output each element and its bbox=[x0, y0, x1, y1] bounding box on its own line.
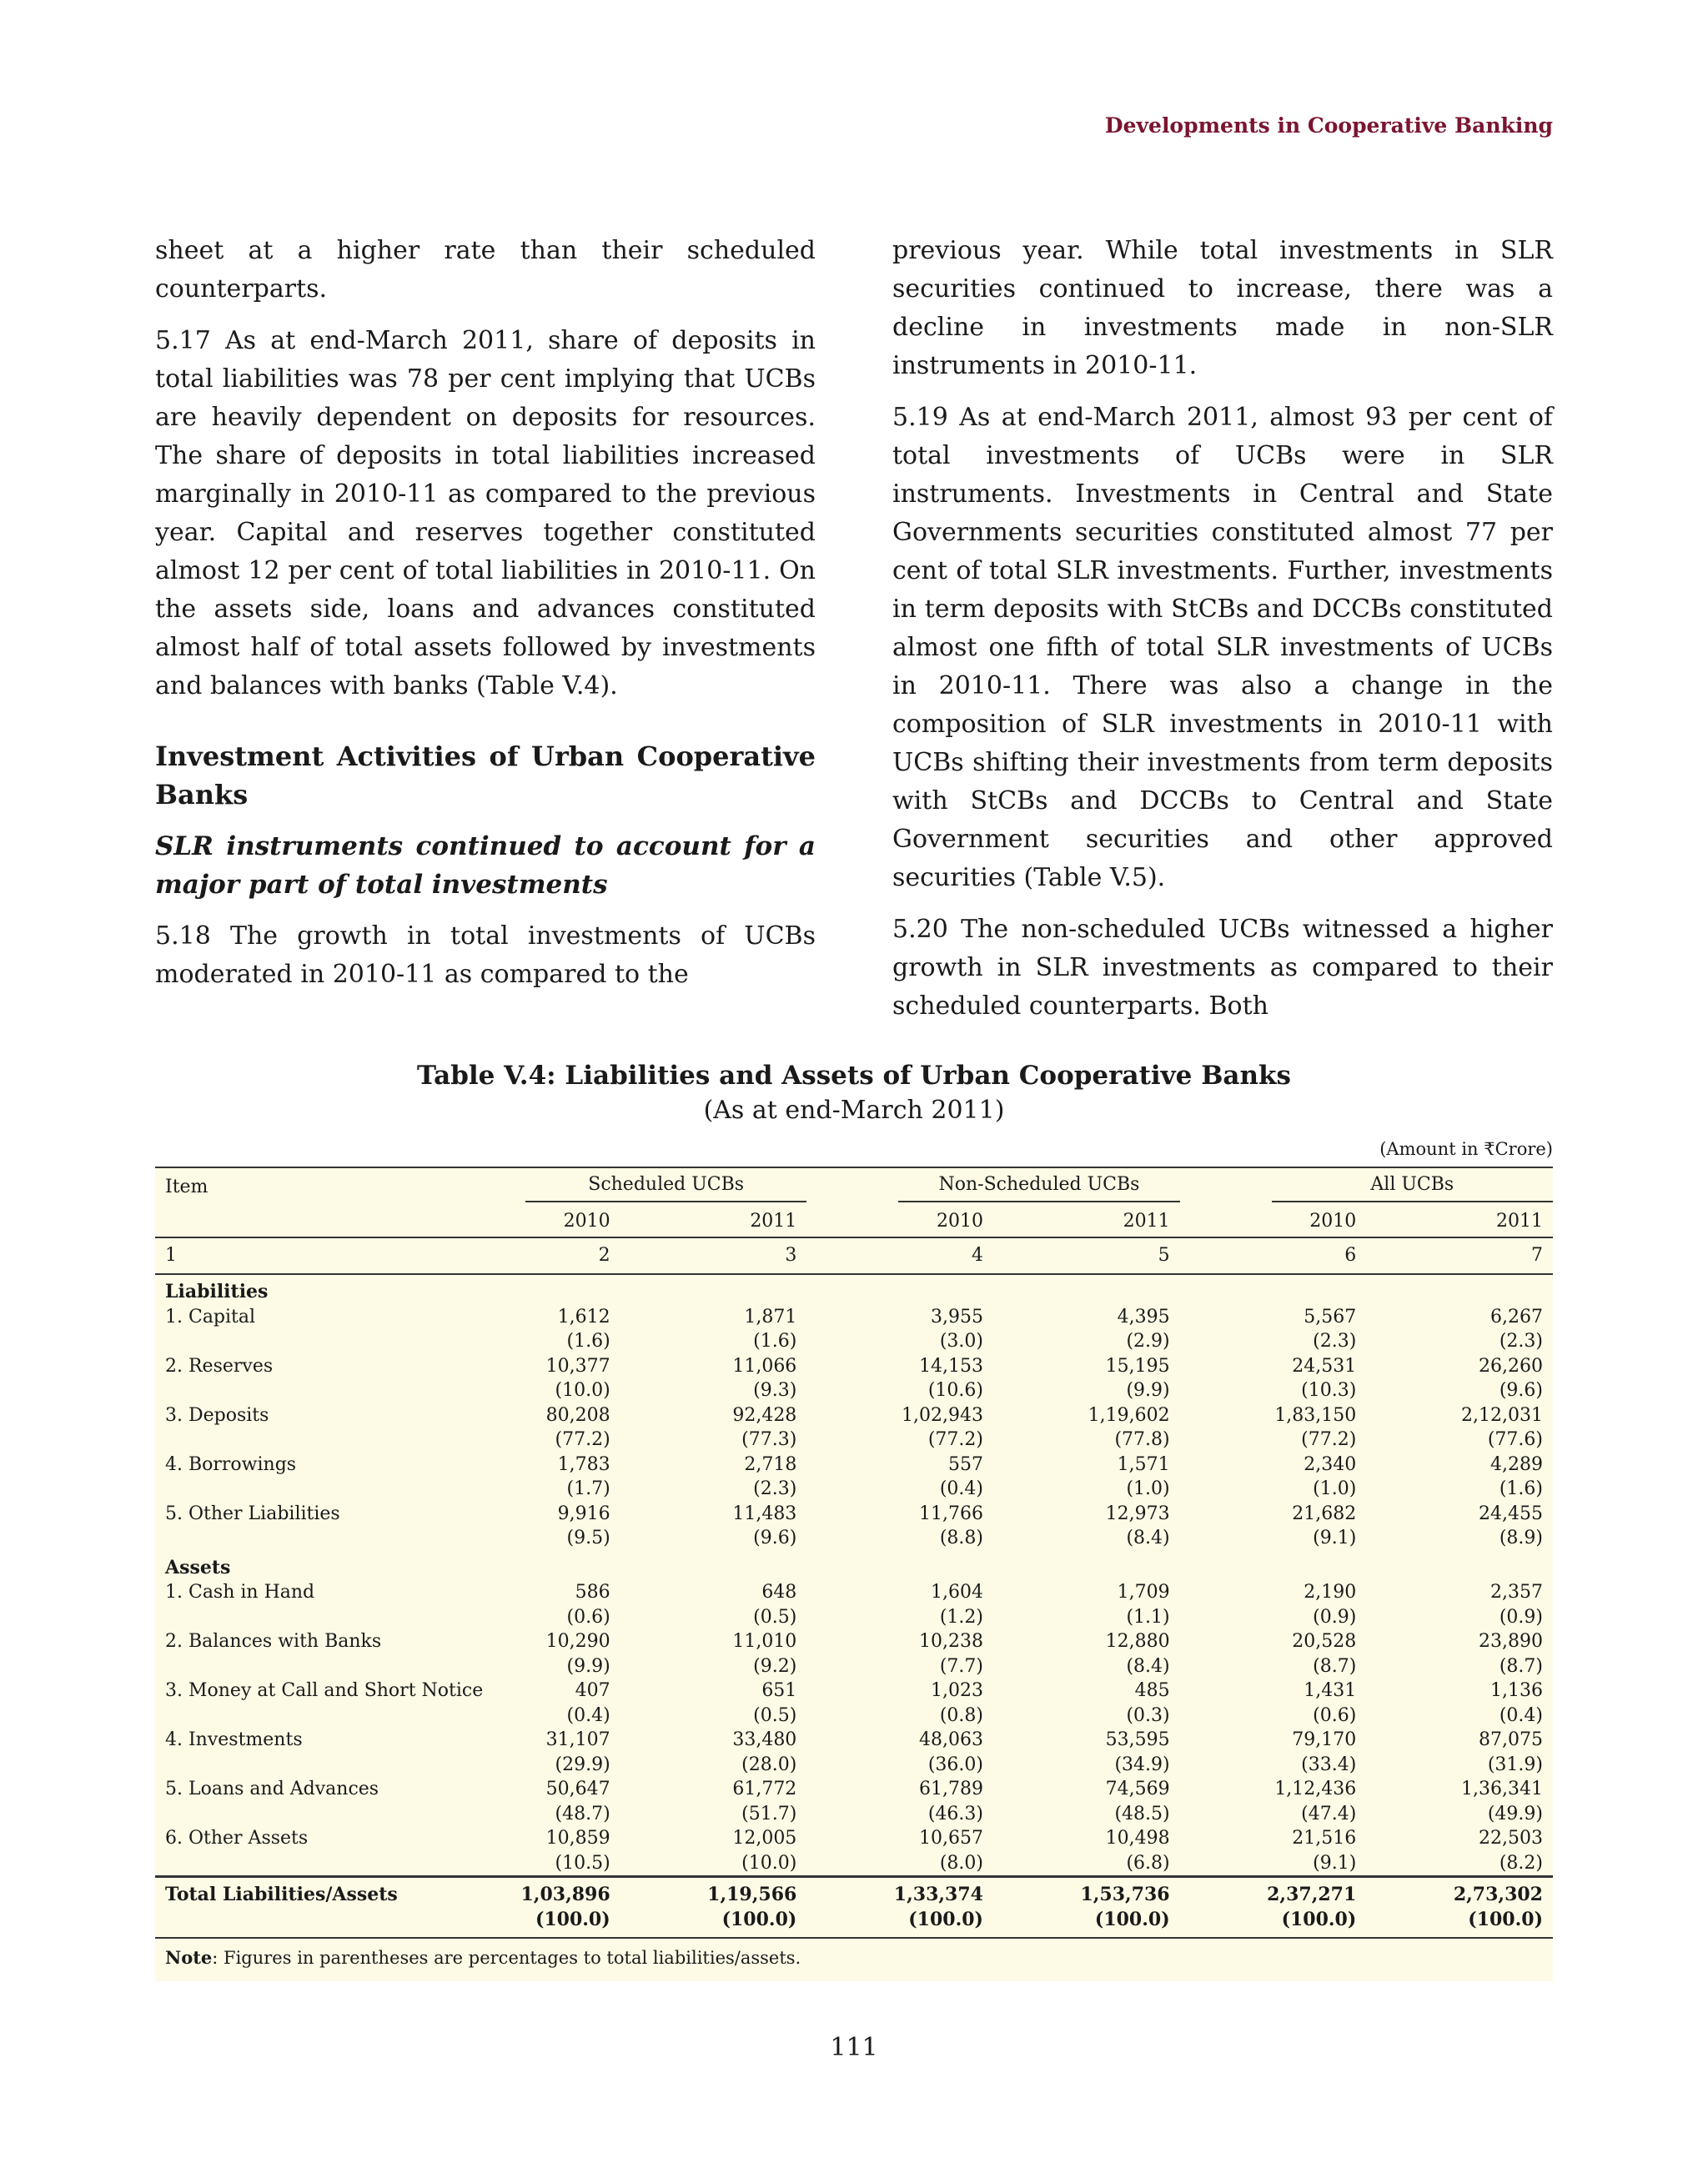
percent-cell: (9.1) bbox=[1313, 1528, 1357, 1548]
total-row-percent bbox=[155, 1908, 1553, 1939]
value-cell: 24,531 bbox=[1292, 1355, 1357, 1377]
percent-cell: (0.6) bbox=[1313, 1704, 1357, 1726]
row-label: Total Liabilities/Assets bbox=[155, 1877, 434, 1908]
value-cell: 10,657 bbox=[918, 1828, 983, 1849]
section-row bbox=[155, 1274, 1553, 1305]
percent-cell: (1.0) bbox=[1126, 1478, 1170, 1499]
column-number: 1 bbox=[165, 1245, 177, 1267]
value-cell: 12,973 bbox=[1105, 1503, 1170, 1524]
value-cell: 10,377 bbox=[545, 1355, 610, 1377]
percent-cell: (10.5) bbox=[555, 1852, 610, 1874]
value-cell: 12,880 bbox=[1105, 1631, 1170, 1652]
percent-cell: (2.3) bbox=[1313, 1331, 1357, 1352]
percent-cell: (10.3) bbox=[1301, 1380, 1357, 1401]
value-cell: 11,066 bbox=[732, 1355, 797, 1377]
paragraph-5-20: 5.20 The non-scheduled UCBs witnessed a higher growth in SLR investments as compared to their scheduled counterparts. Both bbox=[892, 915, 1553, 1021]
table-row bbox=[155, 1305, 1553, 1330]
paragraph: previous year. While total investments in SLR securities continued to increase, there was a decline in investments made in non-SLR instruments in 2010-11. bbox=[892, 236, 1553, 380]
percent-cell: (1.1) bbox=[1126, 1606, 1170, 1628]
table-row-percent bbox=[155, 1654, 1553, 1679]
percent-cell: (0.3) bbox=[1126, 1704, 1170, 1726]
value-cell: 10,238 bbox=[918, 1631, 983, 1652]
value-cell: 61,789 bbox=[918, 1779, 983, 1799]
column-number: 7 bbox=[1531, 1245, 1543, 1267]
percent-cell: (9.6) bbox=[753, 1528, 797, 1548]
percent-cell: (8.0) bbox=[939, 1852, 983, 1874]
value-cell: 12,005 bbox=[732, 1828, 797, 1849]
percent-cell: (1.7) bbox=[566, 1478, 610, 1499]
value-cell: 2,718 bbox=[744, 1453, 797, 1475]
value-cell: 2,12,031 bbox=[1461, 1404, 1543, 1426]
percent-cell: (1.6) bbox=[1499, 1478, 1543, 1499]
percent-cell: (100.0) bbox=[434, 1908, 620, 1939]
percent-cell: (0.4) bbox=[939, 1478, 983, 1499]
percent-cell: (10.0) bbox=[555, 1380, 610, 1401]
item-header: Item bbox=[155, 1167, 434, 1207]
table-row bbox=[155, 1777, 1553, 1802]
blank-cell bbox=[155, 1428, 434, 1453]
blank-cell bbox=[155, 1908, 434, 1939]
percent-cell: (77.6) bbox=[1487, 1429, 1543, 1450]
value-cell: 1,023 bbox=[930, 1680, 983, 1701]
blank-cell bbox=[155, 1605, 434, 1630]
value-cell: 485 bbox=[1134, 1680, 1170, 1701]
blank-cell bbox=[155, 1802, 434, 1827]
row-label: 4. Investments bbox=[165, 1729, 303, 1750]
year-header: 2011 bbox=[1496, 1211, 1543, 1232]
percent-cell: (0.9) bbox=[1499, 1606, 1543, 1628]
percent-cell: (0.6) bbox=[566, 1606, 610, 1628]
year-header: 2010 bbox=[936, 1211, 983, 1232]
blank-cell bbox=[155, 1378, 434, 1403]
percent-cell: (0.5) bbox=[753, 1606, 797, 1628]
row-label: 5. Loans and Advances bbox=[165, 1779, 379, 1799]
value-cell: 4,289 bbox=[1490, 1453, 1543, 1475]
value-cell: 79,170 bbox=[1292, 1729, 1357, 1750]
value-cell: 11,766 bbox=[918, 1503, 983, 1524]
value-cell: 6,267 bbox=[1490, 1306, 1543, 1327]
value-cell: 5,567 bbox=[1304, 1306, 1357, 1327]
table-title: Table V.4: Liabilities and Assets of Urban Cooperative Banks bbox=[417, 1061, 1291, 1091]
table-row-percent bbox=[155, 1428, 1553, 1453]
value-cell: 1,53,736 bbox=[993, 1877, 1180, 1908]
value-cell: 87,075 bbox=[1479, 1729, 1543, 1750]
percent-cell: (9.5) bbox=[566, 1528, 610, 1548]
value-cell: 15,195 bbox=[1105, 1355, 1170, 1377]
group-header-scheduled: Scheduled UCBs bbox=[434, 1167, 806, 1207]
percent-cell: (100.0) bbox=[993, 1908, 1180, 1939]
percent-cell: (77.2) bbox=[927, 1429, 983, 1450]
percent-cell: (49.9) bbox=[1487, 1803, 1543, 1824]
value-cell: 21,516 bbox=[1292, 1828, 1357, 1849]
percent-cell: (2.3) bbox=[1499, 1331, 1543, 1352]
value-cell: 1,871 bbox=[744, 1306, 797, 1327]
value-cell: 407 bbox=[575, 1680, 610, 1701]
value-cell: 11,483 bbox=[732, 1503, 797, 1524]
table-row-percent bbox=[155, 1605, 1553, 1630]
table-note bbox=[155, 1939, 1553, 1981]
table-row bbox=[155, 1629, 1553, 1654]
paragraph-5-18: 5.18 The growth in total investments of UCBs moderated in 2010-11 as compared to the bbox=[155, 921, 816, 989]
value-cell: 1,136 bbox=[1490, 1680, 1543, 1701]
row-label: 6. Other Assets bbox=[165, 1828, 309, 1849]
percent-cell: (100.0) bbox=[1366, 1908, 1553, 1939]
percent-cell: (47.4) bbox=[1301, 1803, 1357, 1824]
percent-cell: (0.4) bbox=[566, 1704, 610, 1726]
blank-cell bbox=[155, 1753, 434, 1778]
percent-cell: (77.2) bbox=[555, 1429, 610, 1450]
blank-cell bbox=[155, 1704, 434, 1729]
percent-cell: (9.1) bbox=[1313, 1852, 1357, 1874]
value-cell: 20,528 bbox=[1292, 1631, 1357, 1652]
table-row-percent bbox=[155, 1851, 1553, 1877]
value-cell: 651 bbox=[761, 1680, 797, 1701]
percent-cell: (36.0) bbox=[927, 1754, 983, 1775]
row-label: 3. Money at Call and Short Notice bbox=[165, 1680, 484, 1701]
value-cell: 2,73,302 bbox=[1366, 1877, 1553, 1908]
value-cell: 10,290 bbox=[545, 1631, 610, 1652]
value-cell: 1,12,436 bbox=[1274, 1779, 1357, 1799]
value-cell: 1,604 bbox=[930, 1582, 983, 1603]
column-number: 2 bbox=[598, 1245, 610, 1267]
value-cell: 1,03,896 bbox=[434, 1877, 620, 1908]
percent-cell: (9.9) bbox=[566, 1655, 610, 1677]
percent-cell: (1.2) bbox=[939, 1606, 983, 1628]
section-subheading: SLR instruments continued to account for a major part of total investments bbox=[155, 831, 816, 900]
percent-cell: (100.0) bbox=[620, 1908, 807, 1939]
percent-cell: (10.0) bbox=[741, 1852, 797, 1874]
value-cell: 1,33,374 bbox=[806, 1877, 993, 1908]
running-head: Developments in Cooperative Banking bbox=[1104, 113, 1553, 138]
value-cell: 1,83,150 bbox=[1274, 1404, 1357, 1426]
value-cell: 1,19,566 bbox=[620, 1877, 807, 1908]
value-cell: 21,682 bbox=[1292, 1503, 1357, 1524]
value-cell: 92,428 bbox=[732, 1404, 797, 1426]
percent-cell: (0.5) bbox=[753, 1704, 797, 1726]
percent-cell: (48.5) bbox=[1114, 1803, 1170, 1824]
column-number: 5 bbox=[1158, 1245, 1170, 1267]
percent-cell: (77.8) bbox=[1114, 1429, 1170, 1450]
table-row-percent bbox=[155, 1477, 1553, 1502]
percent-cell: (10.6) bbox=[927, 1380, 983, 1401]
percent-cell: (29.9) bbox=[555, 1754, 610, 1775]
value-cell: 1,19,602 bbox=[1088, 1404, 1170, 1426]
blank-cell bbox=[155, 1329, 434, 1354]
row-label: 1. Capital bbox=[165, 1306, 256, 1327]
value-cell: 24,455 bbox=[1479, 1503, 1543, 1524]
percent-cell: (9.2) bbox=[753, 1655, 797, 1677]
paragraph: sheet at a higher rate than their scheduled counterparts. bbox=[155, 236, 816, 304]
table-row-percent bbox=[155, 1329, 1553, 1354]
percent-cell: (8.9) bbox=[1499, 1528, 1543, 1548]
value-cell: 50,647 bbox=[545, 1779, 610, 1799]
blank-cell bbox=[155, 1526, 434, 1551]
percent-cell: (33.4) bbox=[1301, 1754, 1357, 1775]
percent-cell: (8.4) bbox=[1126, 1528, 1170, 1548]
value-cell: 3,955 bbox=[930, 1306, 983, 1327]
year-header: 2010 bbox=[563, 1211, 610, 1232]
row-label: 4. Borrowings bbox=[165, 1453, 297, 1475]
blank-cell bbox=[155, 1477, 434, 1502]
value-cell: 1,783 bbox=[557, 1453, 610, 1475]
table-row bbox=[155, 1826, 1553, 1851]
row-label: 5. Other Liabilities bbox=[165, 1503, 340, 1524]
section-label: Assets bbox=[165, 1556, 231, 1578]
value-cell: 1,612 bbox=[557, 1306, 610, 1327]
percent-cell: (0.9) bbox=[1313, 1606, 1357, 1628]
value-cell: 61,772 bbox=[732, 1779, 797, 1799]
percent-cell: (9.3) bbox=[753, 1380, 797, 1401]
liabilities-assets-table bbox=[155, 1167, 1553, 1981]
percent-cell: (1.6) bbox=[753, 1331, 797, 1352]
row-label: 3. Deposits bbox=[165, 1404, 269, 1426]
paragraph-5-19: 5.19 As at end-March 2011, almost 93 per cent of total investments of UCBs were in SLR instruments. Investments in Central and State Governments securities constituted almost 77 per cent of total SLR investments. Further, investments in term deposits with StCBs and DCCBs constituted almost one fifth of total SLR investments of UCBs in 2010-11. There was also a change in the composition of SLR investments in 2010-11 with UCBs shifting their investments from term deposits with StCBs and DCCBs to Central and State Government securities and other approved securities (Table V.5). bbox=[892, 403, 1553, 892]
page-number: 111 bbox=[830, 2033, 878, 2062]
table-row-percent bbox=[155, 1753, 1553, 1778]
value-cell: 586 bbox=[575, 1582, 610, 1603]
table-row bbox=[155, 1354, 1553, 1379]
value-cell: 26,260 bbox=[1479, 1355, 1543, 1377]
table-row bbox=[155, 1403, 1553, 1428]
value-cell: 2,37,271 bbox=[1180, 1877, 1367, 1908]
percent-cell: (100.0) bbox=[806, 1908, 993, 1939]
row-label: 2. Balances with Banks bbox=[165, 1631, 382, 1652]
percent-cell: (28.0) bbox=[741, 1754, 797, 1775]
value-cell: 1,431 bbox=[1304, 1680, 1357, 1701]
group-header-non-scheduled: Non-Scheduled UCBs bbox=[806, 1167, 1179, 1207]
value-cell: 4,395 bbox=[1117, 1306, 1170, 1327]
percent-cell: (8.8) bbox=[939, 1528, 983, 1548]
group-header-all: All UCBs bbox=[1180, 1167, 1553, 1207]
section-heading: Investment Activities of Urban Cooperative Banks bbox=[155, 740, 816, 810]
right-column bbox=[892, 232, 1553, 1039]
percent-cell: (9.6) bbox=[1499, 1380, 1543, 1401]
table-row bbox=[155, 1453, 1553, 1478]
percent-cell: (6.8) bbox=[1126, 1852, 1170, 1874]
percent-cell: (34.9) bbox=[1114, 1754, 1170, 1775]
value-cell: 1,571 bbox=[1117, 1453, 1170, 1475]
table-row bbox=[155, 1580, 1553, 1605]
percent-cell: (77.3) bbox=[741, 1429, 797, 1450]
table-row-percent bbox=[155, 1704, 1553, 1729]
percent-cell: (1.6) bbox=[566, 1331, 610, 1352]
table-row-percent bbox=[155, 1802, 1553, 1827]
value-cell: 53,595 bbox=[1105, 1729, 1170, 1750]
percent-cell: (0.4) bbox=[1499, 1704, 1543, 1726]
section-label: Liabilities bbox=[165, 1281, 269, 1302]
percent-cell: (77.2) bbox=[1301, 1429, 1357, 1450]
year-header: 2011 bbox=[1123, 1211, 1170, 1232]
table-row bbox=[155, 1728, 1553, 1753]
percent-cell: (8.2) bbox=[1499, 1852, 1543, 1874]
row-label: 2. Reserves bbox=[165, 1355, 274, 1377]
table-row-percent bbox=[155, 1378, 1553, 1403]
value-cell: 31,107 bbox=[545, 1729, 610, 1750]
blank-cell bbox=[155, 1851, 434, 1877]
year-header: 2010 bbox=[1309, 1211, 1357, 1232]
value-cell: 74,569 bbox=[1105, 1779, 1170, 1799]
amount-unit-note: (Amount in ₹Crore) bbox=[1379, 1139, 1553, 1159]
blank-cell bbox=[155, 1654, 434, 1679]
percent-cell: (3.0) bbox=[939, 1331, 983, 1352]
percent-cell: (0.8) bbox=[939, 1704, 983, 1726]
percent-cell: (48.7) bbox=[555, 1803, 610, 1824]
percent-cell: (8.4) bbox=[1126, 1655, 1170, 1677]
value-cell: 14,153 bbox=[918, 1355, 983, 1377]
year-header: 2011 bbox=[750, 1211, 797, 1232]
table-row bbox=[155, 1502, 1553, 1527]
percent-cell: (2.3) bbox=[753, 1478, 797, 1499]
column-number: 4 bbox=[971, 1245, 983, 1267]
value-cell: 10,498 bbox=[1105, 1828, 1170, 1849]
value-cell: 1,02,943 bbox=[902, 1404, 983, 1426]
column-number: 3 bbox=[785, 1245, 797, 1267]
percent-cell: (8.7) bbox=[1499, 1655, 1543, 1677]
row-label: 1. Cash in Hand bbox=[165, 1582, 315, 1603]
table-subtitle: (As at end-March 2011) bbox=[703, 1096, 1005, 1125]
percent-cell: (31.9) bbox=[1487, 1754, 1543, 1775]
percent-cell: (51.7) bbox=[741, 1803, 797, 1824]
table-row-percent bbox=[155, 1526, 1553, 1551]
section-row bbox=[155, 1551, 1553, 1581]
value-cell: 1,709 bbox=[1117, 1582, 1170, 1603]
left-column bbox=[155, 232, 816, 1007]
column-number: 6 bbox=[1344, 1245, 1357, 1267]
value-cell: 22,503 bbox=[1479, 1828, 1543, 1849]
value-cell: 2,357 bbox=[1490, 1582, 1543, 1603]
percent-cell: (46.3) bbox=[927, 1803, 983, 1824]
value-cell: 2,340 bbox=[1304, 1453, 1357, 1475]
percent-cell: (1.0) bbox=[1313, 1478, 1357, 1499]
percent-cell: (2.9) bbox=[1126, 1331, 1170, 1352]
value-cell: 33,480 bbox=[732, 1729, 797, 1750]
value-cell: 1,36,341 bbox=[1461, 1779, 1543, 1799]
value-cell: 11,010 bbox=[732, 1631, 797, 1652]
note-label: Note bbox=[165, 1947, 213, 1968]
total-row bbox=[155, 1877, 1553, 1908]
table-row bbox=[155, 1679, 1553, 1704]
paragraph-5-17: 5.17 As at end-March 2011, share of deposits in total liabilities was 78 per cent implying that UCBs are heavily dependent on deposits for resources. The share of deposits in total liabilities increased marginally in 2010-11 as compared to the previous year. Capital and reserves together constituted almost 12 per cent of total liabilities in 2010-11. On the assets side, loans and advances constituted almost half of total assets followed by investments and balances with banks (Table V.4). bbox=[155, 326, 816, 700]
value-cell: 48,063 bbox=[918, 1729, 983, 1750]
percent-cell: (9.9) bbox=[1126, 1380, 1170, 1401]
value-cell: 9,916 bbox=[557, 1503, 610, 1524]
value-cell: 80,208 bbox=[545, 1404, 610, 1426]
value-cell: 10,859 bbox=[545, 1828, 610, 1849]
percent-cell: (100.0) bbox=[1180, 1908, 1367, 1939]
value-cell: 557 bbox=[947, 1453, 983, 1475]
value-cell: 2,190 bbox=[1304, 1582, 1357, 1603]
value-cell: 23,890 bbox=[1479, 1631, 1543, 1652]
percent-cell: (7.7) bbox=[939, 1655, 983, 1677]
note-text: : Figures in parentheses are percentages to total liabilities/assets. bbox=[212, 1948, 801, 1968]
blank-header bbox=[155, 1207, 434, 1237]
value-cell: 648 bbox=[761, 1582, 797, 1603]
percent-cell: (8.7) bbox=[1313, 1655, 1357, 1677]
